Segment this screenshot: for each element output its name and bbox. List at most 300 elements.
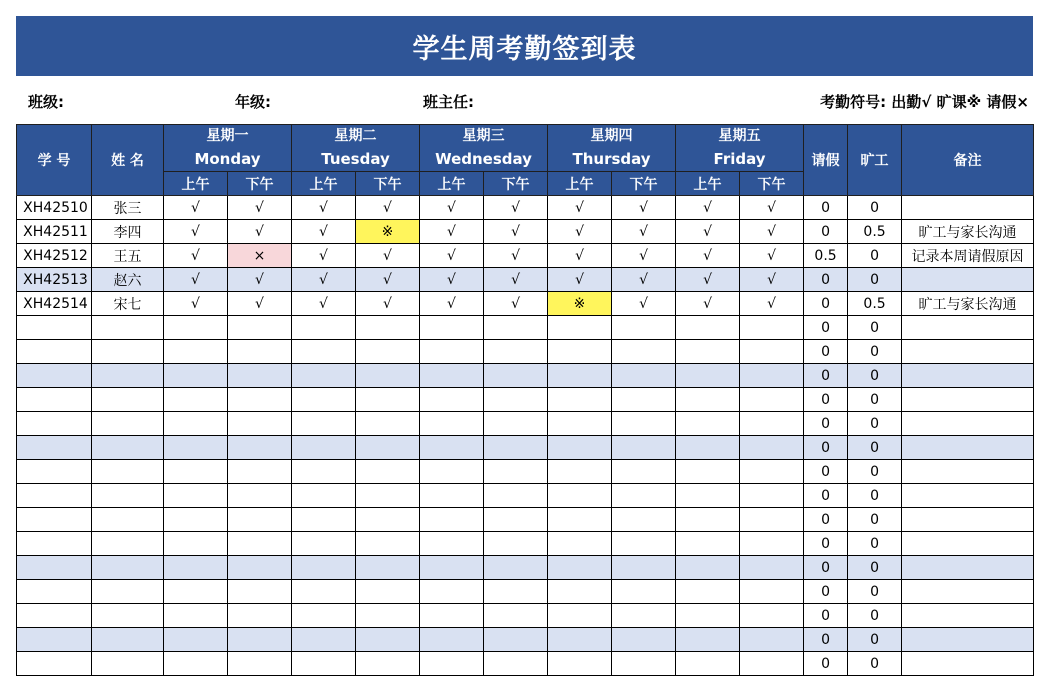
student-name-cell[interactable] — [92, 340, 164, 364]
leave-count-cell[interactable]: 0 — [804, 316, 848, 340]
attendance-mark-cell[interactable] — [164, 364, 228, 388]
attendance-mark-cell[interactable] — [420, 316, 484, 340]
student-id-cell[interactable] — [17, 484, 92, 508]
student-name-cell[interactable] — [92, 484, 164, 508]
attendance-mark-cell[interactable]: √ — [356, 292, 420, 316]
leave-count-cell[interactable]: 0 — [804, 340, 848, 364]
leave-count-cell[interactable]: 0 — [804, 292, 848, 316]
attendance-mark-cell[interactable] — [356, 484, 420, 508]
attendance-mark-cell[interactable]: √ — [676, 244, 740, 268]
student-name-cell[interactable] — [92, 604, 164, 628]
student-name-cell[interactable] — [92, 532, 164, 556]
attendance-mark-cell[interactable]: √ — [484, 196, 548, 220]
attendance-mark-cell[interactable] — [676, 508, 740, 532]
attendance-mark-cell[interactable]: √ — [484, 268, 548, 292]
attendance-mark-cell[interactable] — [484, 412, 548, 436]
attendance-mark-cell[interactable] — [356, 412, 420, 436]
student-name-cell[interactable] — [92, 436, 164, 460]
absent-count-cell[interactable]: 0 — [848, 508, 902, 532]
student-id-cell[interactable] — [17, 316, 92, 340]
attendance-mark-cell[interactable] — [292, 436, 356, 460]
attendance-mark-cell[interactable] — [740, 532, 804, 556]
attendance-mark-cell[interactable]: √ — [612, 244, 676, 268]
attendance-mark-cell[interactable] — [228, 436, 292, 460]
remark-cell[interactable] — [902, 484, 1034, 508]
attendance-mark-cell[interactable]: √ — [292, 292, 356, 316]
attendance-mark-cell[interactable] — [292, 556, 356, 580]
attendance-mark-cell[interactable] — [612, 580, 676, 604]
attendance-mark-cell[interactable]: √ — [420, 220, 484, 244]
absent-count-cell[interactable]: 0 — [848, 316, 902, 340]
attendance-mark-cell[interactable] — [740, 388, 804, 412]
attendance-mark-cell[interactable] — [612, 556, 676, 580]
attendance-mark-cell[interactable] — [228, 364, 292, 388]
absent-count-cell[interactable]: 0 — [848, 244, 902, 268]
leave-count-cell[interactable]: 0 — [804, 652, 848, 676]
attendance-mark-cell[interactable]: √ — [548, 244, 612, 268]
student-name-cell[interactable] — [92, 316, 164, 340]
attendance-mark-cell[interactable] — [740, 484, 804, 508]
attendance-mark-cell[interactable] — [484, 484, 548, 508]
attendance-mark-cell[interactable]: √ — [484, 292, 548, 316]
attendance-mark-cell[interactable] — [740, 628, 804, 652]
attendance-mark-cell[interactable] — [612, 340, 676, 364]
attendance-mark-cell[interactable] — [548, 628, 612, 652]
attendance-mark-cell[interactable] — [420, 340, 484, 364]
attendance-mark-cell[interactable] — [548, 580, 612, 604]
attendance-mark-cell[interactable] — [420, 364, 484, 388]
attendance-mark-cell[interactable] — [420, 604, 484, 628]
student-name-cell[interactable] — [92, 412, 164, 436]
student-name-cell[interactable] — [92, 388, 164, 412]
attendance-mark-cell[interactable] — [548, 316, 612, 340]
attendance-mark-cell[interactable] — [164, 604, 228, 628]
attendance-mark-cell[interactable] — [164, 532, 228, 556]
student-id-cell[interactable] — [17, 436, 92, 460]
absent-count-cell[interactable]: 0 — [848, 652, 902, 676]
attendance-mark-cell[interactable] — [484, 556, 548, 580]
absent-count-cell[interactable]: 0 — [848, 460, 902, 484]
student-id-cell[interactable]: XH42514 — [17, 292, 92, 316]
absent-count-cell[interactable]: 0.5 — [848, 292, 902, 316]
attendance-mark-cell[interactable] — [612, 388, 676, 412]
attendance-mark-cell[interactable] — [676, 532, 740, 556]
student-name-cell[interactable] — [92, 652, 164, 676]
attendance-mark-cell[interactable]: √ — [740, 268, 804, 292]
attendance-mark-cell[interactable] — [740, 556, 804, 580]
attendance-mark-cell[interactable] — [228, 532, 292, 556]
attendance-mark-cell[interactable] — [292, 532, 356, 556]
attendance-mark-cell[interactable] — [292, 652, 356, 676]
leave-count-cell[interactable]: 0 — [804, 556, 848, 580]
attendance-mark-cell[interactable] — [676, 628, 740, 652]
student-name-cell[interactable] — [92, 628, 164, 652]
remark-cell[interactable] — [902, 388, 1034, 412]
attendance-mark-cell[interactable] — [548, 388, 612, 412]
remark-cell[interactable] — [902, 604, 1034, 628]
attendance-mark-cell[interactable] — [612, 316, 676, 340]
absent-count-cell[interactable]: 0 — [848, 580, 902, 604]
attendance-mark-cell[interactable] — [356, 340, 420, 364]
attendance-mark-cell[interactable] — [612, 532, 676, 556]
attendance-mark-cell[interactable] — [484, 364, 548, 388]
attendance-mark-cell[interactable] — [548, 340, 612, 364]
attendance-mark-cell[interactable] — [356, 364, 420, 388]
attendance-mark-cell[interactable]: √ — [292, 196, 356, 220]
attendance-mark-cell[interactable]: ※ — [548, 292, 612, 316]
student-id-cell[interactable] — [17, 388, 92, 412]
student-name-cell[interactable]: 李四 — [92, 220, 164, 244]
attendance-mark-cell[interactable] — [356, 532, 420, 556]
attendance-mark-cell[interactable] — [612, 460, 676, 484]
student-id-cell[interactable] — [17, 340, 92, 364]
attendance-mark-cell[interactable] — [420, 460, 484, 484]
attendance-mark-cell[interactable] — [740, 652, 804, 676]
attendance-mark-cell[interactable] — [676, 604, 740, 628]
attendance-mark-cell[interactable] — [420, 628, 484, 652]
attendance-mark-cell[interactable] — [292, 340, 356, 364]
attendance-mark-cell[interactable]: √ — [676, 268, 740, 292]
attendance-mark-cell[interactable] — [292, 412, 356, 436]
leave-count-cell[interactable]: 0 — [804, 508, 848, 532]
attendance-mark-cell[interactable]: √ — [420, 292, 484, 316]
student-name-cell[interactable]: 王五 — [92, 244, 164, 268]
attendance-mark-cell[interactable] — [420, 508, 484, 532]
attendance-mark-cell[interactable] — [164, 628, 228, 652]
leave-count-cell[interactable]: 0.5 — [804, 244, 848, 268]
leave-count-cell[interactable]: 0 — [804, 196, 848, 220]
absent-count-cell[interactable]: 0 — [848, 196, 902, 220]
attendance-mark-cell[interactable]: √ — [292, 244, 356, 268]
absent-count-cell[interactable]: 0 — [848, 604, 902, 628]
leave-count-cell[interactable]: 0 — [804, 388, 848, 412]
attendance-mark-cell[interactable] — [548, 436, 612, 460]
attendance-mark-cell[interactable] — [548, 412, 612, 436]
leave-count-cell[interactable]: 0 — [804, 220, 848, 244]
leave-count-cell[interactable]: 0 — [804, 580, 848, 604]
absent-count-cell[interactable]: 0 — [848, 556, 902, 580]
student-id-cell[interactable] — [17, 364, 92, 388]
attendance-mark-cell[interactable] — [740, 436, 804, 460]
attendance-mark-cell[interactable]: √ — [612, 268, 676, 292]
attendance-mark-cell[interactable] — [292, 388, 356, 412]
attendance-mark-cell[interactable] — [292, 580, 356, 604]
attendance-mark-cell[interactable] — [292, 508, 356, 532]
attendance-mark-cell[interactable]: √ — [740, 196, 804, 220]
attendance-mark-cell[interactable]: √ — [420, 268, 484, 292]
attendance-mark-cell[interactable] — [228, 316, 292, 340]
attendance-mark-cell[interactable] — [164, 652, 228, 676]
attendance-mark-cell[interactable] — [676, 484, 740, 508]
attendance-mark-cell[interactable] — [484, 340, 548, 364]
attendance-mark-cell[interactable]: √ — [484, 220, 548, 244]
attendance-mark-cell[interactable] — [420, 652, 484, 676]
attendance-mark-cell[interactable] — [484, 436, 548, 460]
attendance-mark-cell[interactable] — [484, 460, 548, 484]
attendance-mark-cell[interactable]: √ — [356, 196, 420, 220]
absent-count-cell[interactable]: 0 — [848, 628, 902, 652]
attendance-mark-cell[interactable] — [612, 628, 676, 652]
student-id-cell[interactable]: XH42512 — [17, 244, 92, 268]
attendance-mark-cell[interactable] — [164, 460, 228, 484]
attendance-mark-cell[interactable]: √ — [548, 220, 612, 244]
attendance-mark-cell[interactable] — [740, 364, 804, 388]
student-id-cell[interactable] — [17, 508, 92, 532]
attendance-mark-cell[interactable]: √ — [548, 268, 612, 292]
absent-count-cell[interactable]: 0 — [848, 484, 902, 508]
student-id-cell[interactable] — [17, 628, 92, 652]
attendance-mark-cell[interactable] — [548, 532, 612, 556]
remark-cell[interactable] — [902, 652, 1034, 676]
attendance-mark-cell[interactable] — [740, 604, 804, 628]
absent-count-cell[interactable]: 0 — [848, 268, 902, 292]
attendance-mark-cell[interactable]: √ — [676, 196, 740, 220]
student-id-cell[interactable] — [17, 532, 92, 556]
attendance-mark-cell[interactable]: √ — [356, 268, 420, 292]
attendance-mark-cell[interactable] — [548, 556, 612, 580]
attendance-mark-cell[interactable] — [612, 484, 676, 508]
absent-count-cell[interactable]: 0.5 — [848, 220, 902, 244]
attendance-mark-cell[interactable]: √ — [740, 220, 804, 244]
attendance-mark-cell[interactable] — [292, 628, 356, 652]
attendance-mark-cell[interactable]: √ — [164, 244, 228, 268]
remark-cell[interactable] — [902, 196, 1034, 220]
remark-cell[interactable] — [902, 412, 1034, 436]
attendance-mark-cell[interactable] — [356, 388, 420, 412]
attendance-mark-cell[interactable] — [612, 412, 676, 436]
attendance-mark-cell[interactable] — [548, 484, 612, 508]
attendance-mark-cell[interactable] — [356, 508, 420, 532]
absent-count-cell[interactable]: 0 — [848, 340, 902, 364]
student-name-cell[interactable]: 赵六 — [92, 268, 164, 292]
attendance-mark-cell[interactable]: √ — [164, 220, 228, 244]
attendance-mark-cell[interactable]: √ — [612, 292, 676, 316]
student-name-cell[interactable] — [92, 556, 164, 580]
leave-count-cell[interactable]: 0 — [804, 268, 848, 292]
student-id-cell[interactable] — [17, 412, 92, 436]
attendance-mark-cell[interactable]: √ — [484, 244, 548, 268]
attendance-mark-cell[interactable] — [420, 436, 484, 460]
student-name-cell[interactable] — [92, 364, 164, 388]
attendance-mark-cell[interactable]: ※ — [356, 220, 420, 244]
attendance-mark-cell[interactable] — [228, 340, 292, 364]
attendance-mark-cell[interactable] — [484, 532, 548, 556]
student-id-cell[interactable] — [17, 460, 92, 484]
absent-count-cell[interactable]: 0 — [848, 364, 902, 388]
remark-cell[interactable] — [902, 460, 1034, 484]
attendance-mark-cell[interactable] — [740, 340, 804, 364]
attendance-mark-cell[interactable] — [164, 316, 228, 340]
attendance-mark-cell[interactable] — [292, 364, 356, 388]
attendance-mark-cell[interactable]: √ — [740, 292, 804, 316]
attendance-mark-cell[interactable] — [484, 604, 548, 628]
remark-cell[interactable]: 旷工与家长沟通 — [902, 292, 1034, 316]
leave-count-cell[interactable]: 0 — [804, 604, 848, 628]
attendance-mark-cell[interactable] — [612, 604, 676, 628]
attendance-mark-cell[interactable]: √ — [228, 268, 292, 292]
attendance-mark-cell[interactable] — [356, 436, 420, 460]
attendance-mark-cell[interactable] — [484, 628, 548, 652]
attendance-mark-cell[interactable] — [228, 484, 292, 508]
attendance-mark-cell[interactable] — [164, 436, 228, 460]
remark-cell[interactable] — [902, 340, 1034, 364]
remark-cell[interactable] — [902, 364, 1034, 388]
remark-cell[interactable] — [902, 628, 1034, 652]
attendance-mark-cell[interactable] — [612, 364, 676, 388]
student-id-cell[interactable]: XH42511 — [17, 220, 92, 244]
absent-count-cell[interactable]: 0 — [848, 412, 902, 436]
attendance-mark-cell[interactable]: √ — [420, 244, 484, 268]
student-name-cell[interactable] — [92, 508, 164, 532]
attendance-mark-cell[interactable] — [420, 556, 484, 580]
attendance-mark-cell[interactable] — [164, 508, 228, 532]
attendance-mark-cell[interactable] — [228, 412, 292, 436]
attendance-mark-cell[interactable] — [484, 508, 548, 532]
attendance-mark-cell[interactable] — [676, 340, 740, 364]
attendance-mark-cell[interactable] — [612, 652, 676, 676]
attendance-mark-cell[interactable]: √ — [740, 244, 804, 268]
attendance-mark-cell[interactable] — [740, 460, 804, 484]
attendance-mark-cell[interactable] — [484, 580, 548, 604]
attendance-mark-cell[interactable] — [676, 556, 740, 580]
attendance-mark-cell[interactable]: √ — [164, 196, 228, 220]
attendance-mark-cell[interactable]: √ — [164, 268, 228, 292]
attendance-mark-cell[interactable] — [356, 580, 420, 604]
student-name-cell[interactable] — [92, 460, 164, 484]
attendance-mark-cell[interactable]: √ — [164, 292, 228, 316]
leave-count-cell[interactable]: 0 — [804, 412, 848, 436]
attendance-mark-cell[interactable]: √ — [356, 244, 420, 268]
attendance-mark-cell[interactable] — [548, 364, 612, 388]
student-id-cell[interactable] — [17, 604, 92, 628]
attendance-mark-cell[interactable]: √ — [548, 196, 612, 220]
attendance-mark-cell[interactable] — [164, 388, 228, 412]
attendance-mark-cell[interactable] — [548, 652, 612, 676]
attendance-mark-cell[interactable] — [356, 604, 420, 628]
attendance-mark-cell[interactable]: √ — [612, 196, 676, 220]
attendance-mark-cell[interactable]: √ — [228, 292, 292, 316]
leave-count-cell[interactable]: 0 — [804, 364, 848, 388]
attendance-mark-cell[interactable] — [740, 508, 804, 532]
attendance-mark-cell[interactable] — [676, 436, 740, 460]
attendance-mark-cell[interactable] — [228, 652, 292, 676]
attendance-mark-cell[interactable] — [676, 412, 740, 436]
remark-cell[interactable] — [902, 436, 1034, 460]
student-id-cell[interactable]: XH42513 — [17, 268, 92, 292]
attendance-mark-cell[interactable] — [420, 388, 484, 412]
attendance-mark-cell[interactable] — [292, 484, 356, 508]
student-id-cell[interactable] — [17, 652, 92, 676]
attendance-mark-cell[interactable]: √ — [420, 196, 484, 220]
attendance-mark-cell[interactable]: √ — [292, 268, 356, 292]
attendance-mark-cell[interactable] — [548, 604, 612, 628]
remark-cell[interactable] — [902, 532, 1034, 556]
leave-count-cell[interactable]: 0 — [804, 460, 848, 484]
attendance-mark-cell[interactable] — [740, 316, 804, 340]
attendance-mark-cell[interactable] — [228, 580, 292, 604]
remark-cell[interactable]: 旷工与家长沟通 — [902, 220, 1034, 244]
remark-cell[interactable] — [902, 268, 1034, 292]
attendance-mark-cell[interactable] — [164, 340, 228, 364]
student-id-cell[interactable] — [17, 580, 92, 604]
attendance-mark-cell[interactable] — [676, 460, 740, 484]
attendance-mark-cell[interactable] — [420, 532, 484, 556]
attendance-mark-cell[interactable] — [228, 388, 292, 412]
attendance-mark-cell[interactable] — [292, 316, 356, 340]
remark-cell[interactable] — [902, 316, 1034, 340]
attendance-mark-cell[interactable] — [292, 460, 356, 484]
attendance-mark-cell[interactable]: √ — [676, 292, 740, 316]
attendance-mark-cell[interactable]: √ — [228, 196, 292, 220]
attendance-mark-cell[interactable]: √ — [612, 220, 676, 244]
absent-count-cell[interactable]: 0 — [848, 388, 902, 412]
attendance-mark-cell[interactable] — [676, 580, 740, 604]
attendance-mark-cell[interactable] — [228, 460, 292, 484]
attendance-mark-cell[interactable] — [356, 316, 420, 340]
leave-count-cell[interactable]: 0 — [804, 628, 848, 652]
attendance-mark-cell[interactable] — [676, 388, 740, 412]
attendance-mark-cell[interactable]: × — [228, 244, 292, 268]
leave-count-cell[interactable]: 0 — [804, 436, 848, 460]
attendance-mark-cell[interactable] — [676, 364, 740, 388]
attendance-mark-cell[interactable] — [228, 508, 292, 532]
attendance-mark-cell[interactable] — [740, 412, 804, 436]
attendance-mark-cell[interactable] — [484, 388, 548, 412]
attendance-mark-cell[interactable] — [356, 628, 420, 652]
attendance-mark-cell[interactable] — [164, 556, 228, 580]
attendance-mark-cell[interactable] — [164, 484, 228, 508]
attendance-mark-cell[interactable]: √ — [676, 220, 740, 244]
leave-count-cell[interactable]: 0 — [804, 532, 848, 556]
attendance-mark-cell[interactable] — [164, 580, 228, 604]
attendance-mark-cell[interactable] — [740, 580, 804, 604]
attendance-mark-cell[interactable] — [228, 604, 292, 628]
attendance-mark-cell[interactable] — [484, 316, 548, 340]
remark-cell[interactable]: 记录本周请假原因 — [902, 244, 1034, 268]
attendance-mark-cell[interactable] — [676, 652, 740, 676]
remark-cell[interactable] — [902, 580, 1034, 604]
remark-cell[interactable] — [902, 508, 1034, 532]
attendance-mark-cell[interactable] — [612, 508, 676, 532]
attendance-mark-cell[interactable] — [548, 508, 612, 532]
student-name-cell[interactable]: 张三 — [92, 196, 164, 220]
attendance-mark-cell[interactable] — [420, 412, 484, 436]
attendance-mark-cell[interactable] — [164, 412, 228, 436]
attendance-mark-cell[interactable]: √ — [292, 220, 356, 244]
attendance-mark-cell[interactable] — [356, 652, 420, 676]
absent-count-cell[interactable]: 0 — [848, 532, 902, 556]
attendance-mark-cell[interactable] — [484, 652, 548, 676]
attendance-mark-cell[interactable] — [612, 436, 676, 460]
attendance-mark-cell[interactable] — [420, 580, 484, 604]
student-name-cell[interactable]: 宋七 — [92, 292, 164, 316]
attendance-mark-cell[interactable] — [356, 556, 420, 580]
student-id-cell[interactable] — [17, 556, 92, 580]
attendance-mark-cell[interactable]: √ — [228, 220, 292, 244]
attendance-mark-cell[interactable] — [292, 604, 356, 628]
attendance-mark-cell[interactable] — [356, 460, 420, 484]
attendance-mark-cell[interactable] — [228, 628, 292, 652]
remark-cell[interactable] — [902, 556, 1034, 580]
attendance-mark-cell[interactable] — [420, 484, 484, 508]
student-name-cell[interactable] — [92, 580, 164, 604]
leave-count-cell[interactable]: 0 — [804, 484, 848, 508]
student-id-cell[interactable]: XH42510 — [17, 196, 92, 220]
attendance-mark-cell[interactable] — [228, 556, 292, 580]
absent-count-cell[interactable]: 0 — [848, 436, 902, 460]
attendance-mark-cell[interactable] — [548, 460, 612, 484]
attendance-mark-cell[interactable] — [676, 316, 740, 340]
